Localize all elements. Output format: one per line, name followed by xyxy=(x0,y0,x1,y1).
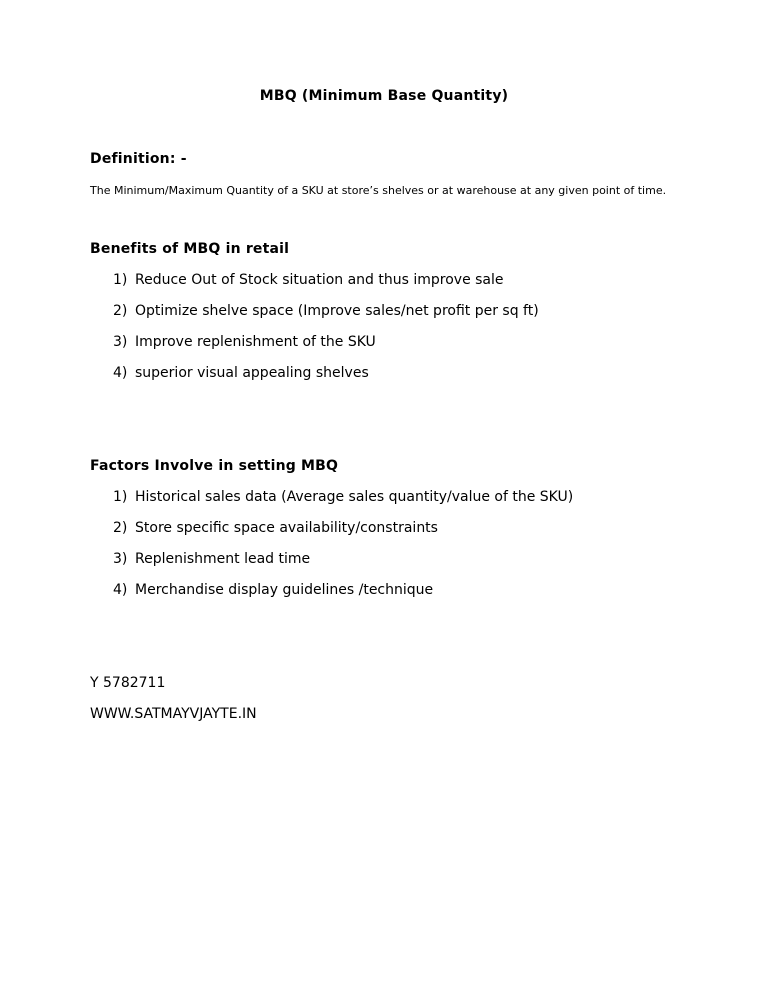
factors-heading: Factors Involve in setting MBQ xyxy=(90,458,339,474)
list-item xyxy=(113,520,438,536)
list-item xyxy=(113,334,376,350)
list-item xyxy=(113,303,539,319)
list-number: 1) xyxy=(113,489,128,505)
list-item xyxy=(113,582,433,598)
list-number: 4) xyxy=(113,365,128,381)
list-number: 4) xyxy=(113,582,128,598)
definition-text: The Minimum/Maximum Quantity of a SKU at store’s shelves or at warehouse at any given point of time. xyxy=(90,184,667,197)
list-number: 3) xyxy=(113,551,128,567)
list-item xyxy=(113,489,573,505)
definition-heading: Definition: - xyxy=(90,151,187,167)
list-text: superior visual appealing shelves xyxy=(135,365,369,381)
benefits-heading: Benefits of MBQ in retail xyxy=(90,241,290,257)
footer-phone: Y 5782711 xyxy=(90,675,166,691)
list-item xyxy=(113,551,310,567)
list-text: Improve replenishment of the SKU xyxy=(135,334,376,350)
list-number: 2) xyxy=(113,303,128,319)
list-item xyxy=(113,272,504,288)
document-title: MBQ (Minimum Base Quantity) xyxy=(259,88,509,104)
list-item xyxy=(113,365,369,381)
list-text: Merchandise display guidelines /technique xyxy=(135,582,434,598)
list-number: 2) xyxy=(113,520,128,536)
list-text: Replenishment lead time xyxy=(135,551,311,567)
list-number: 3) xyxy=(113,334,128,350)
list-text: Optimize shelve space (Improve sales/net profit per sq ft) xyxy=(135,303,539,319)
list-text: Reduce Out of Stock situation and thus improve sale xyxy=(135,272,504,288)
list-text: Historical sales data (Average sales quantity/value of the SKU) xyxy=(135,489,574,505)
footer-website: WWW.SATMAYVJAYTE.IN xyxy=(90,706,257,722)
list-number: 1) xyxy=(113,272,128,288)
list-text: Store specific space availability/constraints xyxy=(135,520,438,536)
